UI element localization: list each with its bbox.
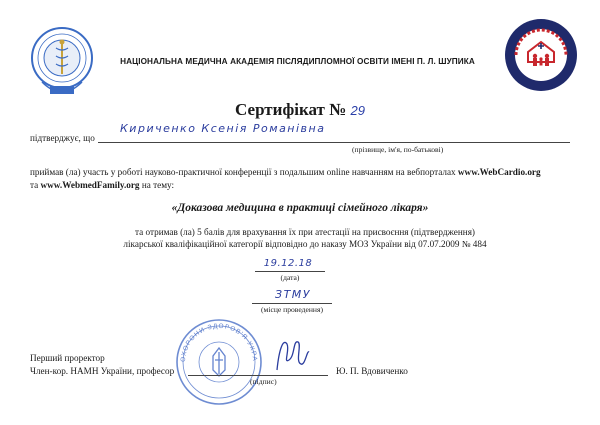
conference-topic: «Доказова медицина в практиці сімейного лікаря» bbox=[171, 202, 429, 214]
points-text bbox=[70, 226, 540, 250]
points-line2: лікарської кваліфікаційної категорії відповідно до наказу МОЗ України від 07.07.2009 № 484 bbox=[123, 239, 487, 249]
participation-line2-prefix: та bbox=[30, 180, 39, 190]
webcardio-logo bbox=[502, 16, 580, 94]
signatory-name: Ю. П. Вдовиченко bbox=[336, 366, 408, 376]
signature bbox=[265, 330, 315, 380]
certificate-title-text: Сертифікат № bbox=[235, 100, 347, 119]
webcardio-link[interactable]: www.WebCardio.org bbox=[457, 167, 541, 177]
certificate-number: 29 bbox=[350, 103, 365, 118]
participation-line1: приймав (ла) участь у роботі науково-практичної конференції з подальшим online навчанням на вебпорталах bbox=[30, 167, 456, 177]
recipient-name-caption: (прізвище, ім'я, по-батькові) bbox=[352, 145, 444, 154]
stamp-text: ОХОРОНИ ЗДОРОВ'Я УКРА bbox=[179, 322, 259, 363]
points-line1: та отримав (ла) 5 балів для врахування їх при атестації на присвоєння (підтвердження) bbox=[135, 227, 475, 237]
official-stamp bbox=[175, 318, 263, 406]
participation-line2-suffix: на тему: bbox=[141, 180, 175, 190]
webmedfamily-link[interactable]: www.WebmedFamily.org bbox=[40, 180, 140, 190]
place-caption: (місце проведення) bbox=[261, 305, 323, 314]
place-value: ЗТМУ bbox=[275, 288, 311, 301]
certificate-title bbox=[200, 100, 400, 120]
date-value: 19.12.18 bbox=[263, 258, 313, 269]
date-line bbox=[255, 271, 325, 272]
signature-line bbox=[188, 375, 328, 376]
signatory-title1: Перший проректор bbox=[30, 353, 105, 363]
recipient-name-line bbox=[98, 142, 570, 143]
recipient-lead: підтверджує, що bbox=[30, 133, 95, 143]
signature-caption: (підпис) bbox=[250, 377, 277, 386]
signatory-title2: Член-кор. НАМН України, професор bbox=[30, 366, 175, 376]
place-line bbox=[252, 303, 332, 304]
academy-name: НАЦІОНАЛЬНА МЕДИЧНА АКАДЕМІЯ ПІСЛЯДИПЛОМНОЇ ОСВІТИ ІМЕНІ П. Л. ШУПИКА bbox=[120, 57, 475, 66]
academy-logo bbox=[28, 22, 96, 104]
participation-text bbox=[30, 166, 575, 192]
recipient-name: Кириченко Ксенія Романівна bbox=[120, 122, 326, 135]
date-caption: (дата) bbox=[280, 273, 300, 282]
svg-text:ОХОРОНИ ЗДОРОВ'Я УКРАЇНИ bbox=[175, 318, 258, 362]
